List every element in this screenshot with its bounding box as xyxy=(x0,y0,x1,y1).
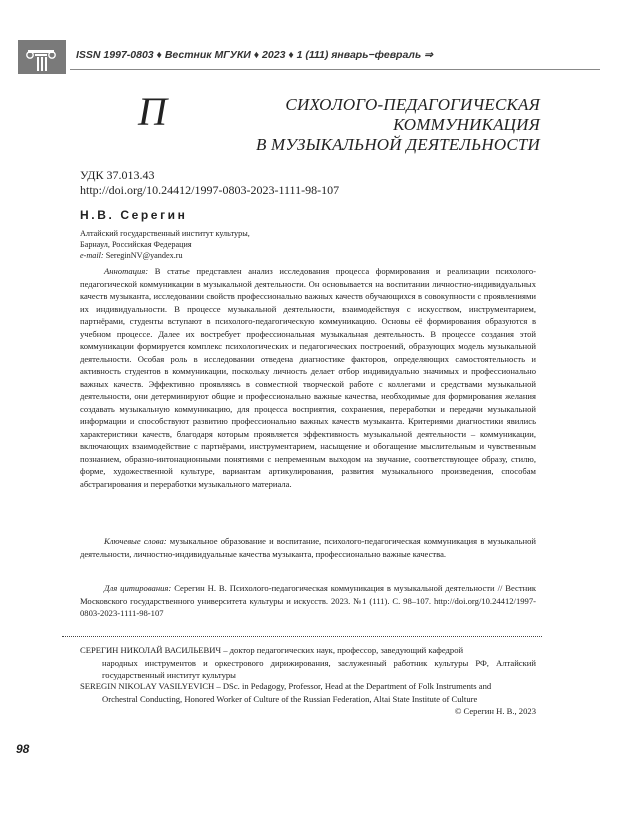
title-line-2: В МУЗЫКАЛЬНОЙ ДЕЯТЕЛЬНОСТИ xyxy=(255,135,540,154)
city: Барнаул, Российская Федерация xyxy=(80,240,192,249)
abstract xyxy=(80,265,536,490)
author-name: Н.В. Серегин xyxy=(80,208,188,222)
bio-en-first: SEREGIN NIKOLAY VASILYEVICH – DSc. in Pedagogy, Professor, Head at the Department of Folk Instruments and xyxy=(80,681,492,691)
email-link[interactable]: SereginNV@yandex.ru xyxy=(105,251,183,260)
abstract-text: В статье представлен анализ исследования процесса формирования и реализации психолого-педагогической коммуникации в музыкальной деятельности. Он основывается на воспитании личностно-индивидуальных качеств музыканта, исследовании свойств профессионально важных качеств обучающихся в совокупности с проявлениями их индивидуальности. В процессе музыкальной деятельности, взаимодействуя с искусством, инструментарием, партнёрами, студенты вступают в психолого-педагогическую коммуникацию. Основы её формирования образуются в учебном процессе. Далее их востребует профессиональная музыкальная деятельность. В процессе создания этой коммуникации формируется комплекс психологических и педагогических построений, образующих модель музыкальной деятельности. Особая роль в исследовании отведена диагностике факторов, определяющих самостоятельность и активность студентов в коммуникации, поскольку личность делает отбор индивидуально значимых и профессионально важных качеств. Эффективно проявляясь в совместной творческой работе с коллегами и средствами музыкальной деятельности, они детерминируют общие и профессионально важные качества, необходимые для формирования желания создавать музыкальную коммуникацию, для процесса восприятия, сохранения, переработки и передачи музыкальной информации и способствуют развитию профессионально важных качеств музыканта. Критериями диагностики явились характеристики качеств, благодаря которым проявляется эффективность музыкальной деятельности – коммуникации, включающих взаимодействие с партнёрами, инструментарием, насыщение и обогащение мыслительным и чувственным познанием, образно-интонационными понятиями с непременным выходом на звучание, соответствующее образу, стилю, форме, художественной культуре, вариантам артикулирования, развития музыкального произведения, способам абстрагирования и переработки музыкального материала. xyxy=(80,266,536,489)
keywords-text: музыкальное образование и воспитание, психолого-педагогическая коммуникация в музыкальной деятельности, личностно-индивидуальные качества музыканта, профессионально важные качества. xyxy=(80,536,536,559)
dotted-divider xyxy=(62,636,542,637)
bio-ru-rest: народных инструментов и оркестрового дирижирования, заслуженный работник культуры РФ, Алтайский государственный институт культуры xyxy=(102,657,536,680)
author-bio-en xyxy=(80,680,536,705)
title-line-1: СИХОЛОГО-ПЕДАГОГИЧЕСКАЯ КОММУНИКАЦИЯ xyxy=(285,95,540,134)
article-title xyxy=(120,89,540,155)
journal-line: ISSN 1997-0803 ♦ Вестник МГУКИ ♦ 2023 ♦ 1 (111) январь−февраль ⇒ xyxy=(76,49,433,61)
author-affiliation xyxy=(80,228,250,261)
bio-en-rest: Orchestral Conducting, Honored Worker of Culture of the Russian Federation, Altai State Institute of Culture xyxy=(102,693,478,704)
column-capital-icon xyxy=(18,40,66,74)
header-rule xyxy=(70,69,600,70)
abstract-label: Аннотация: xyxy=(104,266,149,276)
citation-label: Для цитирования: xyxy=(104,583,172,593)
bio-ru-first: СЕРЕГИН НИКОЛАЙ ВАСИЛЬЕВИЧ – доктор педагогических наук, профессор, заведующий кафедрой xyxy=(80,645,464,655)
citation xyxy=(80,582,536,620)
running-header xyxy=(18,40,600,74)
copyright: © Серегин Н. В., 2023 xyxy=(454,706,536,716)
citation-text: Серегин Н. В. Психолого-педагогическая коммуникация в музыкальной деятельности // Вестник Московского государственного университета культуры и искусств. 2023. №1 (111). С. 98–107. http://doi.org/10.24412/1997-0803-2023-1111-98-107 xyxy=(80,583,536,618)
title-initial: П xyxy=(138,89,168,134)
email-line xyxy=(80,250,250,261)
udk: УДК 37.013.43 xyxy=(80,168,155,182)
institution: Алтайский государственный институт культуры, xyxy=(80,229,250,238)
page-number: 98 xyxy=(16,742,30,756)
author-bio-ru xyxy=(80,644,536,682)
keywords xyxy=(80,535,536,560)
keywords-label: Ключевые слова: xyxy=(104,536,167,546)
doi-link[interactable]: http://doi.org/10.24412/1997-0803-2023-1111-98-107 xyxy=(80,183,340,197)
email-label: e-mail: xyxy=(80,251,104,260)
